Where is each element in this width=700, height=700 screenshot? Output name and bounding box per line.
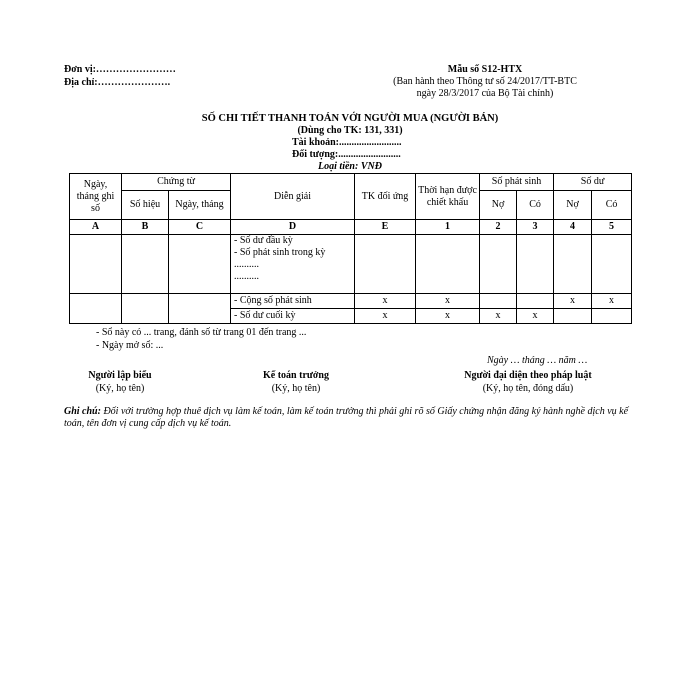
description-cell xyxy=(231,235,355,294)
accountant-role: Kế toán trưởng xyxy=(263,370,329,381)
col-arising-header: Số phát sinh xyxy=(480,174,554,191)
code-cell: C xyxy=(169,220,231,235)
table-cell xyxy=(122,294,169,324)
col-voucher-date-header: Ngày, tháng xyxy=(169,191,231,220)
table-cell xyxy=(554,309,592,324)
placeholder-line: .......... xyxy=(234,259,260,270)
mark-cell: x xyxy=(480,309,517,324)
body-row xyxy=(70,235,632,294)
issued-by: (Ban hành theo Thông tư số 24/2017/TT-BTC xyxy=(393,76,577,87)
table-cell xyxy=(480,235,517,294)
code-cell: E xyxy=(355,220,416,235)
mark-cell: x xyxy=(355,309,416,324)
table-cell xyxy=(480,294,517,309)
representative-signature xyxy=(438,370,618,395)
table-cell xyxy=(517,235,554,294)
sign-date-line: Ngày … tháng … năm … xyxy=(487,355,588,366)
subject-line: Đối tượng:......................... xyxy=(292,149,401,160)
table-cell xyxy=(416,235,480,294)
usage-line: (Dùng cho TK: 131, 331) xyxy=(297,125,403,136)
table-cell xyxy=(517,294,554,309)
footnote-text: Đối với trường hợp thuê dịch vụ làm kế toán, làm kế toán trưởng thì phải ghi rõ số Giấy chứng nhận đăng ký hành nghề dịch vụ kế toán, tên đơn vị cung cấp dịch vụ kế toán. xyxy=(64,406,629,429)
address-label: Địa chỉ:…………………. xyxy=(64,77,171,88)
col-description-header: Diễn giải xyxy=(231,174,355,220)
code-cell: 4 xyxy=(554,220,592,235)
col-date-header: Ngày, tháng ghi số xyxy=(70,174,122,220)
issued-date: ngày 28/3/2017 của Bộ Tài chính) xyxy=(416,88,554,99)
mark-cell: x xyxy=(517,309,554,324)
code-cell: A xyxy=(70,220,122,235)
ledger-notes xyxy=(96,327,306,353)
form-number: Mẫu số S12-HTX xyxy=(447,64,523,75)
mark-cell: x xyxy=(355,294,416,309)
col-arising-debit-header: Nợ xyxy=(480,191,517,220)
code-cell: 1 xyxy=(416,220,480,235)
col-voucher-header: Chứng từ xyxy=(122,174,231,191)
representative-role: Người đại diện theo pháp luật xyxy=(464,370,592,381)
mark-cell: x xyxy=(416,294,480,309)
placeholder-line: .......... xyxy=(234,271,260,282)
table-cell xyxy=(554,235,592,294)
col-voucher-no-header: Số hiệu xyxy=(122,191,169,220)
total-arising-cell: - Cộng số phát sinh xyxy=(231,294,355,309)
table-cell xyxy=(70,294,122,324)
mark-cell: x xyxy=(416,309,480,324)
table-cell xyxy=(592,235,632,294)
currency-line: Loại tiền: VNĐ xyxy=(318,161,382,172)
code-cell: 5 xyxy=(592,220,632,235)
document-title: SỐ CHI TIẾT THANH TOÁN VỚI NGƯỜI MUA (NGƯỜI BÁN) xyxy=(201,113,499,124)
col-balance-header: Số dư xyxy=(554,174,632,191)
preparer-hint: (Ký, họ tên) xyxy=(95,383,145,394)
col-counter-account-header: TK đối ứng xyxy=(355,174,416,220)
code-cell: B xyxy=(122,220,169,235)
code-row xyxy=(70,220,632,235)
closing-balance-cell: - Số dư cuối kỳ xyxy=(231,309,355,324)
header-row-1 xyxy=(70,174,632,191)
open-date-note: - Ngày mở sổ: ... xyxy=(96,340,164,351)
table-cell xyxy=(355,235,416,294)
ledger-table xyxy=(69,173,632,324)
preparer-role: Người lập biểu xyxy=(88,370,152,381)
table-cell xyxy=(122,235,169,294)
code-cell: D xyxy=(231,220,355,235)
pages-note: - Sổ này có ... trang, đánh số từ trang 01 đến trang ... xyxy=(96,327,307,338)
footnote-label: Ghi chú: xyxy=(64,406,101,417)
col-arising-credit-header: Có xyxy=(517,191,554,220)
table-cell xyxy=(592,309,632,324)
unit-label: Đơn vị:…………………… xyxy=(64,64,176,75)
col-balance-credit-header: Có xyxy=(592,191,632,220)
total-row xyxy=(70,294,632,309)
header-left xyxy=(64,64,176,90)
footnote xyxy=(64,406,634,430)
mark-cell: x xyxy=(592,294,632,309)
table-cell xyxy=(169,294,231,324)
period-arising-line: - Số phát sinh trong kỳ xyxy=(234,247,326,258)
table-cell xyxy=(70,235,122,294)
representative-hint: (Ký, họ tên, đóng dấu) xyxy=(482,383,574,394)
account-line: Tài khoản:......................... xyxy=(292,137,402,148)
code-cell: 2 xyxy=(480,220,517,235)
accountant-signature xyxy=(246,370,346,395)
col-discount-term-header: Thời hạn được chiết khấu xyxy=(416,174,480,220)
code-cell: 3 xyxy=(517,220,554,235)
header-right xyxy=(370,64,600,100)
opening-balance-line: - Số dư đầu kỳ xyxy=(234,235,293,246)
preparer-signature xyxy=(70,370,170,395)
mark-cell: x xyxy=(554,294,592,309)
col-balance-debit-header: Nợ xyxy=(554,191,592,220)
accountant-hint: (Ký, họ tên) xyxy=(271,383,321,394)
table-cell xyxy=(169,235,231,294)
